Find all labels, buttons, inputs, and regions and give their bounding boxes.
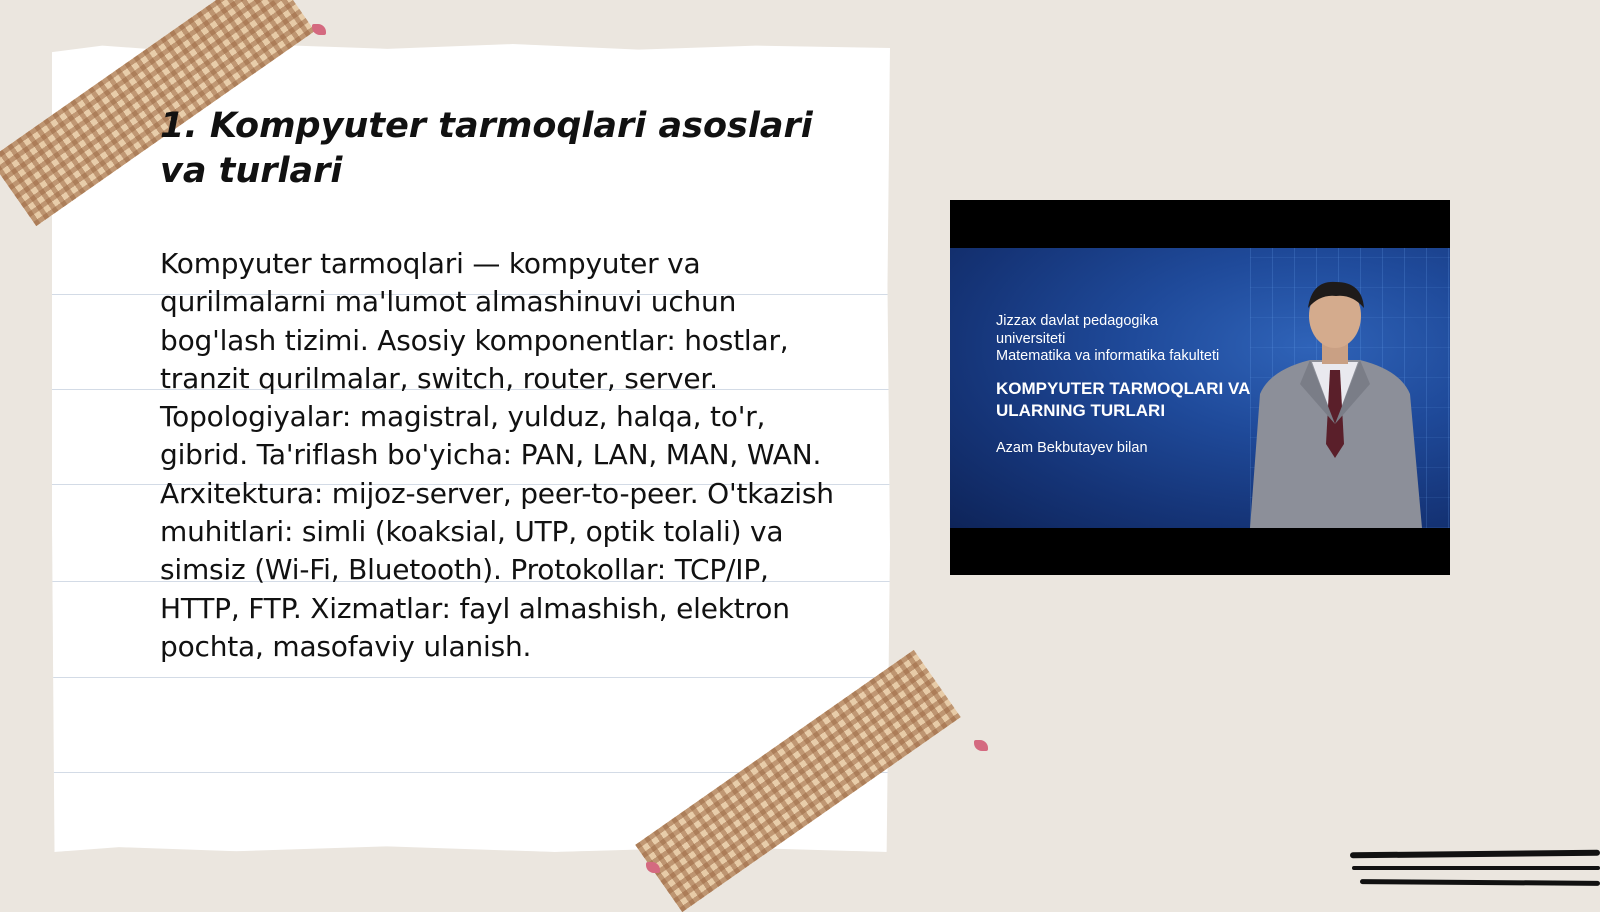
video-author: Azam Bekbutayev bilan [996,440,1148,456]
brush-stroke [1350,850,1600,859]
embedded-video[interactable] [950,200,1450,575]
presenter-image [1240,274,1430,528]
video-heading: KOMPYUTER TARMOQLARI VA ULARNING TURLARI [996,379,1250,420]
pin-decoration [646,862,660,873]
brush-stroke [1352,866,1600,870]
slide-title: 1. Kompyuter tarmoqlari asoslari va turlari [160,106,813,191]
brush-stroke [1360,879,1600,886]
video-university-name: Jizzax davlat pedagogika universiteti [996,313,1159,347]
paper-rule-line [52,677,890,678]
pin-decoration [312,24,326,35]
video-thumbnail[interactable] [950,248,1450,528]
slide-body-text: Kompyuter tarmoqlari — kompyuter va qurilmalarni ma'lumot almashinuvi uchun bog'lash tizimi. Asosiy komponentlar: hostlar, tranzit qurilmalar, switch, router, server. Topologiyalar: magistral, yulduz, halqa, to'r, gibrid. Ta'riflash bo'yicha: PAN, LAN, MAN, WAN. Arxitektura: mijoz-server, peer-to-peer. O'tkazish muhitlari: simli (koaksial, UTP, optik tolali) va simsiz (Wi-Fi, Bluetooth). Protokollar: TCP/IP, HTTP, FTP. Xizmatlar: fayl almashish, elektron pochta, masofaviy ulanish. [160,247,834,663]
pin-decoration [974,740,988,751]
presenter-figure-icon [1240,274,1430,528]
video-faculty-name: Matematika va informatika fakulteti [996,348,1220,364]
